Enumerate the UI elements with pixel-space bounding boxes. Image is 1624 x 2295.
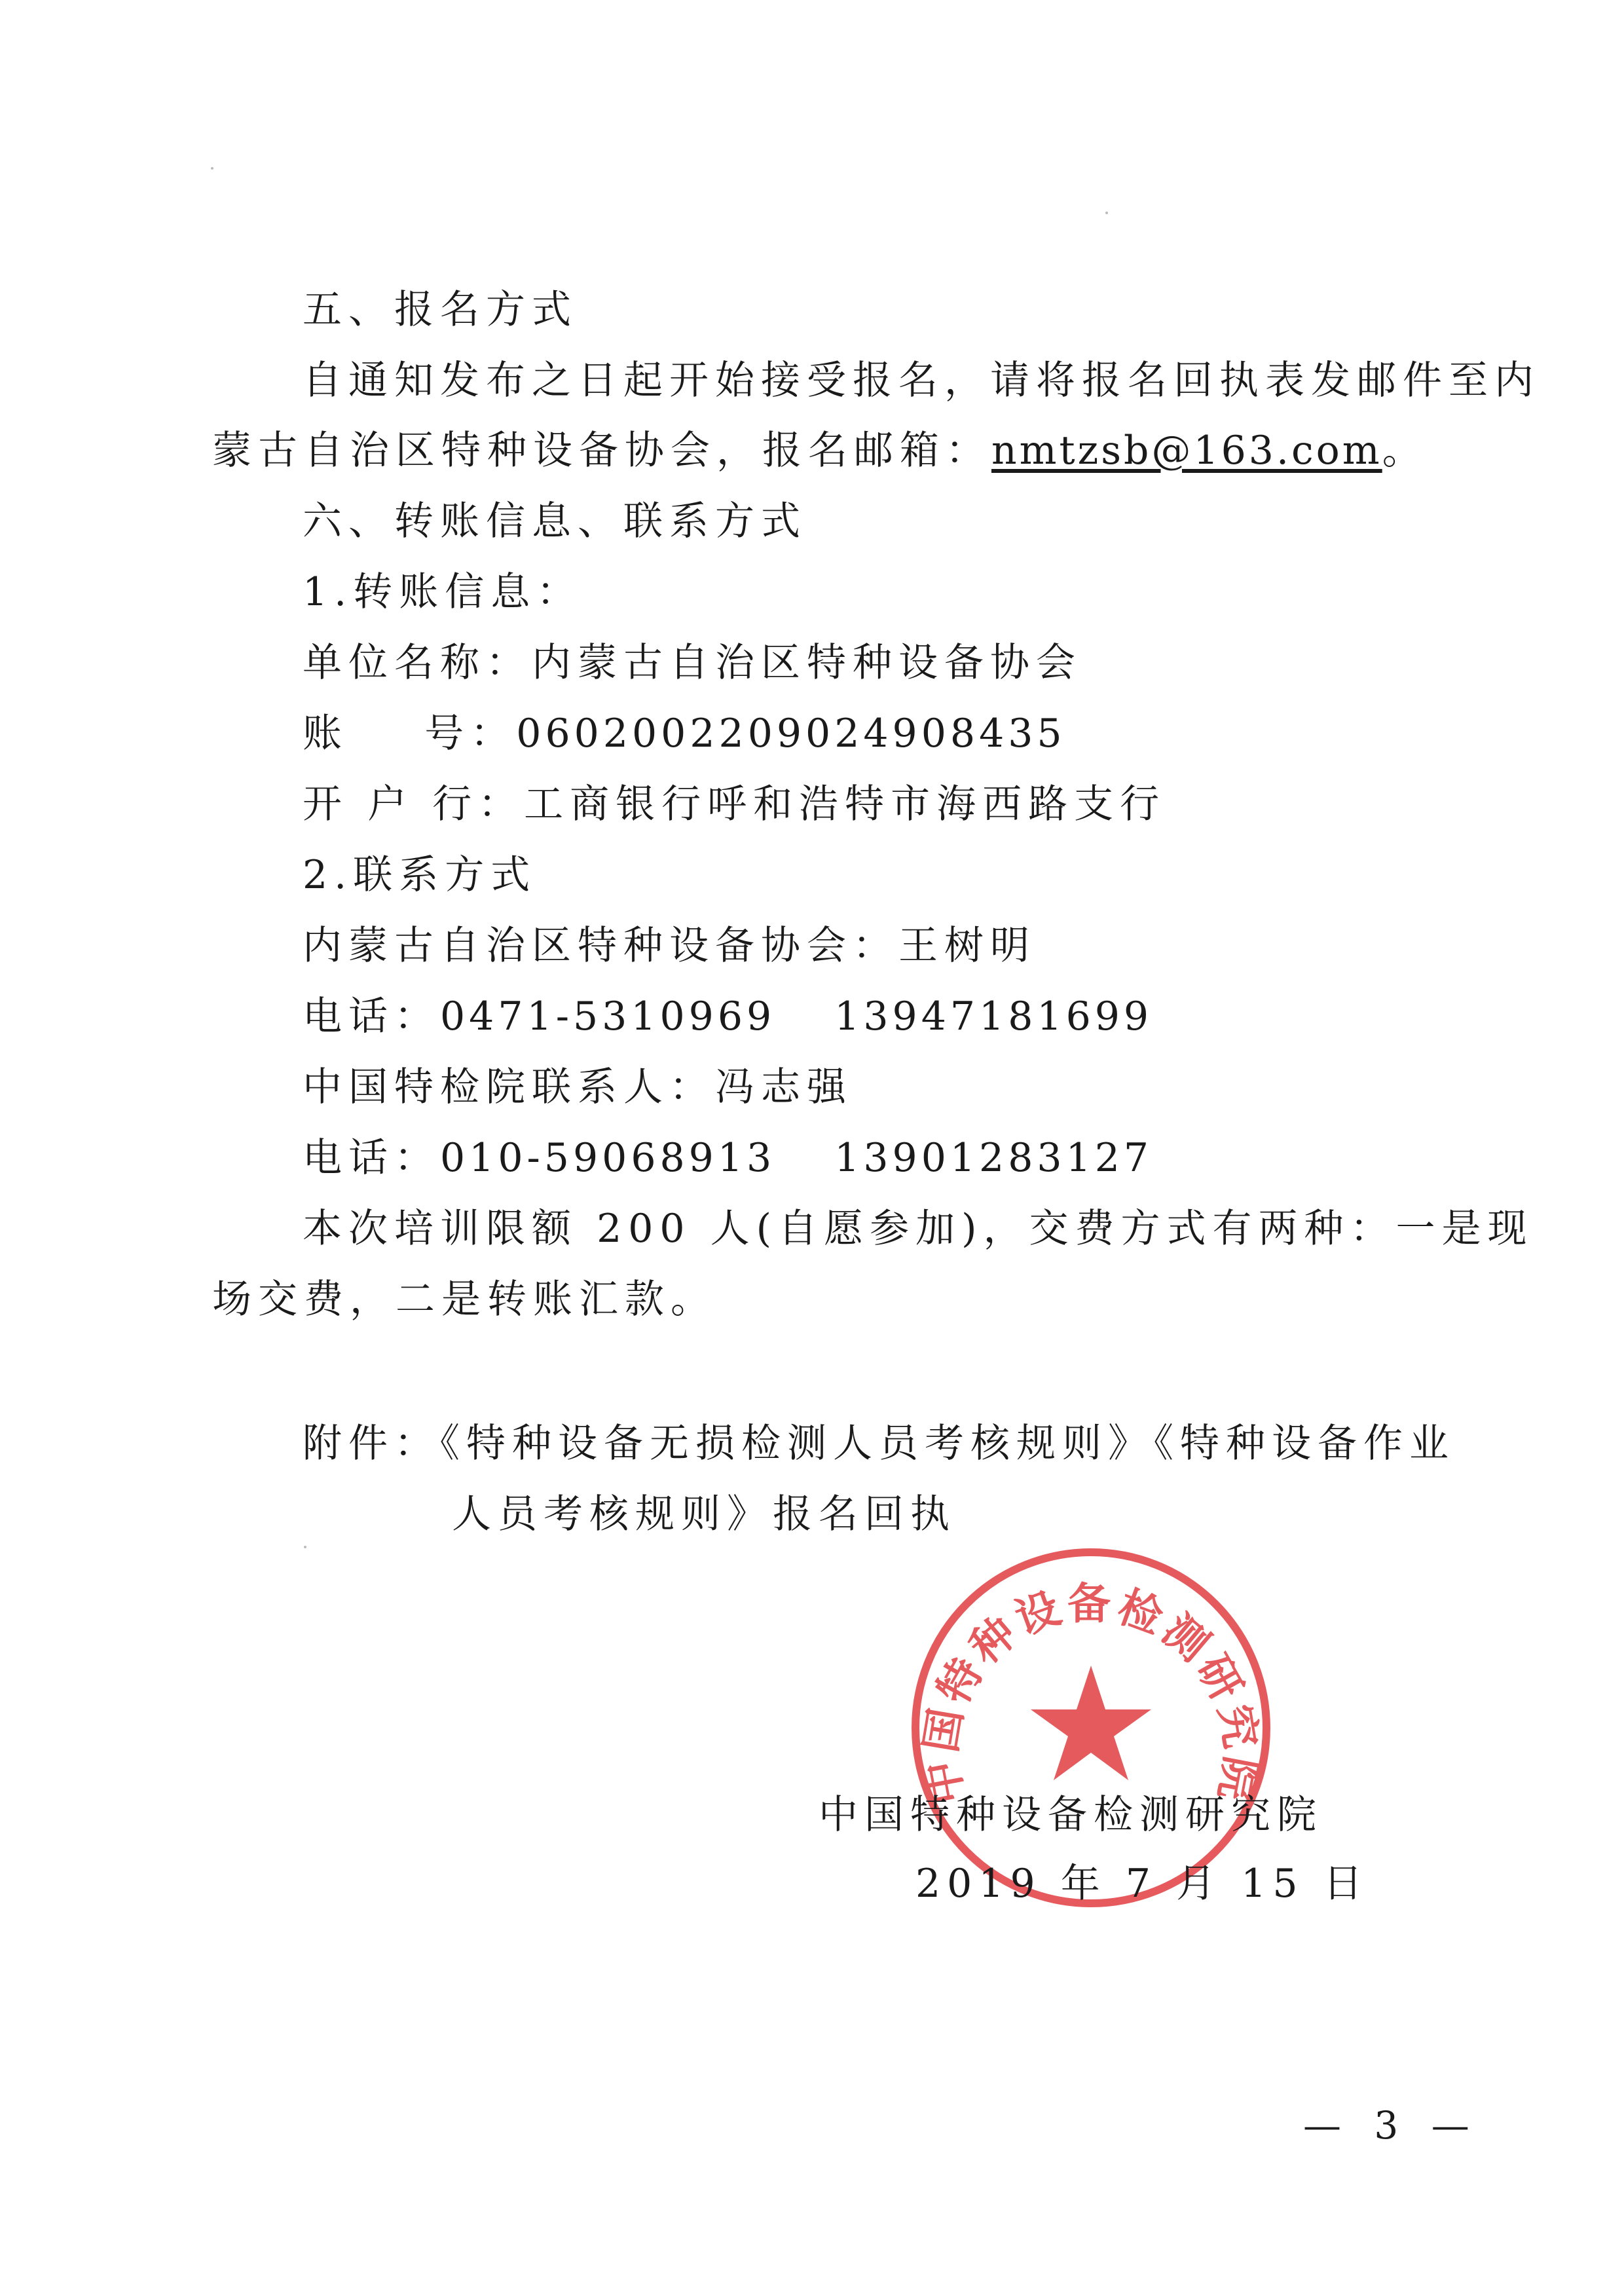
bank-label: 开 户 行： xyxy=(303,781,525,827)
phone-label: 电话： xyxy=(303,1135,440,1181)
unit-name-label: 单位名称： xyxy=(303,640,532,686)
bank-row xyxy=(303,781,1166,828)
attachment-line1 xyxy=(303,1420,1455,1467)
attachment-title-1: 《特种设备无损检测人员考核规则》《特种设备作业 xyxy=(440,1421,1455,1466)
official-seal-stamp xyxy=(908,1544,1274,1911)
bank-value: 工商银行呼和浩特市海西路支行 xyxy=(524,781,1166,827)
issuing-organization: 中国特种设备检测研究院 xyxy=(819,1792,1323,1838)
unit-name-row xyxy=(303,639,1082,686)
section5-heading: 五、报名方式 xyxy=(303,287,578,333)
account-number: 0602002209024908435 xyxy=(516,711,1066,756)
seal-text: 中国特种设备检测研究院 xyxy=(914,1578,1268,1809)
attachment-line2: 人员考核规则》报名回执 xyxy=(452,1491,956,1537)
attachment-label: 附件： xyxy=(303,1421,440,1466)
transfer-info-title: 1.转账信息： xyxy=(303,569,583,615)
section5-paragraph-prefix: 蒙古自治区特种设备协会，报名邮箱： xyxy=(212,428,991,474)
contact-title: 2.联系方式 xyxy=(303,852,537,898)
association-contact-row xyxy=(303,922,1036,969)
institute-contact-label: 中国特检院联系人： xyxy=(303,1064,715,1110)
institute-contact-row xyxy=(303,1064,853,1111)
section5-paragraph-line1: 自通知发布之日起开始接受报名，请将报名回执表发邮件至内 xyxy=(303,358,1540,403)
institute-phone-row xyxy=(303,1134,1153,1182)
association-label: 内蒙古自治区特种设备协会： xyxy=(303,923,898,969)
scan-speck xyxy=(304,1546,306,1548)
training-note-line1: 本次培训限额 200 人(自愿参加)，交费方式有两种：一是现 xyxy=(303,1206,1534,1252)
association-contact-person: 王树明 xyxy=(898,923,1036,969)
association-phone-mobile: 13947181699 xyxy=(834,994,1153,1039)
account-label: 账 号： xyxy=(303,711,517,756)
section6-heading: 六、转账信息、联系方式 xyxy=(303,498,807,544)
association-phone-landline: 0471-5310969 xyxy=(440,994,776,1039)
association-phone-row xyxy=(303,993,1153,1040)
institute-phone-mobile: 13901283127 xyxy=(834,1135,1153,1181)
scan-speck xyxy=(1105,212,1108,214)
institute-contact-person: 冯志强 xyxy=(715,1064,853,1110)
seal-star-icon xyxy=(1031,1666,1151,1780)
section5-paragraph-line2 xyxy=(212,427,1428,474)
registration-email-link[interactable]: nmtzsb@163.com xyxy=(991,428,1382,474)
scan-speck xyxy=(211,167,213,170)
phone-label: 电话： xyxy=(303,994,440,1039)
issue-date: 2019 年 7 月 15 日 xyxy=(915,1861,1369,1907)
page-number: — 3 — xyxy=(1303,2103,1480,2148)
account-row xyxy=(303,710,1066,757)
section5-paragraph-suffix: 。 xyxy=(1382,428,1428,474)
institute-phone-landline: 010-59068913 xyxy=(440,1135,776,1181)
training-note-line2: 场交费，二是转账汇款。 xyxy=(212,1277,716,1322)
unit-name-value: 内蒙古自治区特种设备协会 xyxy=(532,640,1082,686)
